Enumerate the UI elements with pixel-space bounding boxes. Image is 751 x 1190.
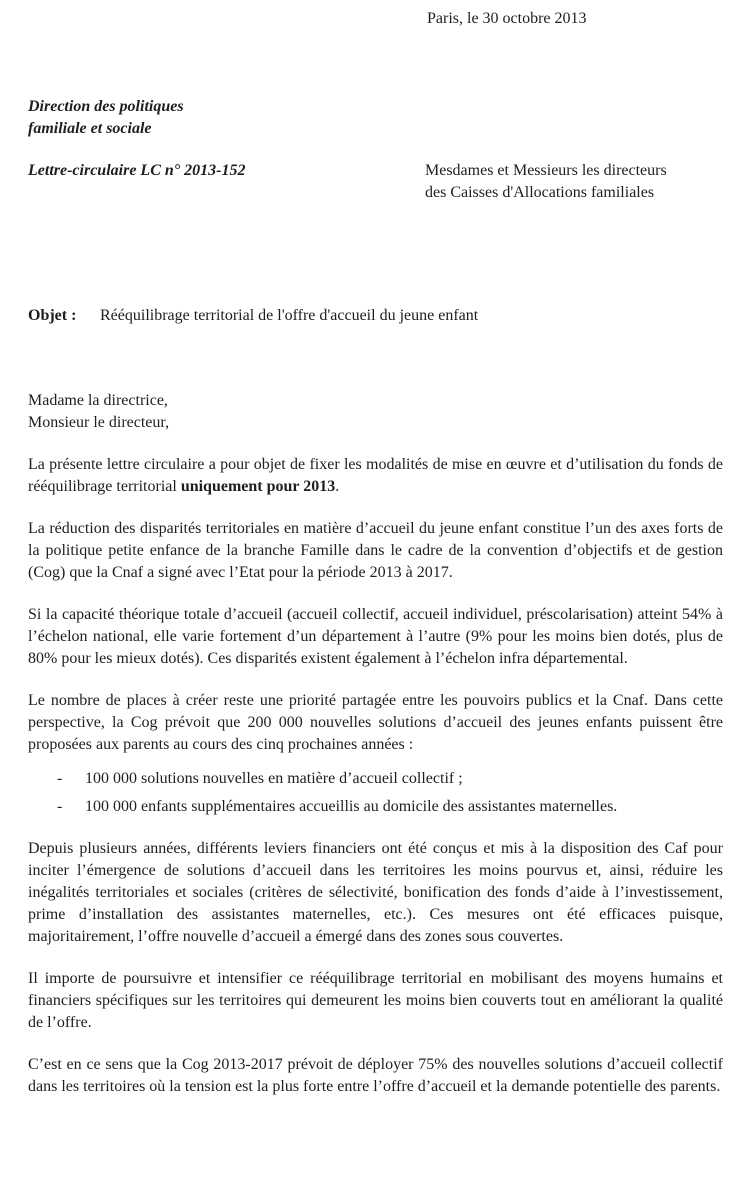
paragraph-1	[28, 454, 723, 498]
bullet-dash: -	[57, 770, 63, 787]
sender-line-1: Direction des politiques	[28, 98, 184, 115]
salutation-block	[28, 390, 723, 434]
reference-number: Lettre-circulaire LC n° 2013-152	[28, 162, 246, 179]
bullet-text: 100 000 enfants supplémentaires accueillis au domicile des assistantes maternelles.	[85, 798, 618, 815]
sender-block	[28, 96, 723, 140]
subject-text: Rééquilibrage territorial de l'offre d'accueil du jeune enfant	[100, 307, 479, 324]
reference-recipient-row	[28, 160, 723, 204]
paragraph-1-post: .	[335, 478, 340, 495]
paragraph-1-pre: La présente lettre circulaire a pour objet de fixer les modalités de mise en œuvre et d’utilisation du fonds de rééquilibrage territorial	[28, 456, 723, 495]
bullet-list	[28, 768, 723, 818]
recipient-line-2: des Caisses d'Allocations familiales	[425, 184, 655, 201]
salutation-line-1: Madame la directrice,	[28, 392, 168, 409]
bullet-item	[28, 796, 723, 818]
paragraph-3: Si la capacité théorique totale d’accueil (accueil collectif, accueil individuel, préscolarisation) atteint 54% à l’échelon national, elle varie fortement d’un département à l’autre (9% pour les moins bien dotés, plus de 80% pour les mieux dotés). Ces disparités existent également à l’échelon infra départemental.	[28, 606, 723, 667]
bullet-item	[28, 768, 723, 790]
bullet-dash: -	[57, 798, 63, 815]
paragraph-2: La réduction des disparités territoriales en matière d’accueil du jeune enfant constitue l’un des axes forts de la politique petite enfance de la branche Famille dans le cadre de la convention d’objectifs et de gestion (Cog) que la Cnaf a signé avec l’Etat pour la période 2013 à 2017.	[28, 520, 723, 581]
salutation-line-2: Monsieur le directeur,	[28, 414, 170, 431]
recipient-line-1: Mesdames et Messieurs les directeurs	[425, 162, 667, 179]
paragraph-4: Le nombre de places à créer reste une priorité partagée entre les pouvoirs publics et la Cnaf. Dans cette perspective, la Cog prévoit que 200 000 nouvelles solutions d’accueil des jeunes enfants puissent être proposées aux parents au cours des cinq prochaines années :	[28, 692, 723, 753]
paragraph-6: Il importe de poursuivre et intensifier ce rééquilibrage territorial en mobilisant des moyens humains et financiers spécifiques sur les territoires qui demeurent les moins bien couverts tout en améliorant la qualité de l’offre.	[28, 970, 723, 1031]
paragraph-5: Depuis plusieurs années, différents leviers financiers ont été conçus et mis à la disposition des Caf pour inciter l’émergence de solutions d’accueil dans les territoires les moins pourvus et, ainsi, réduire les inégalités territoriales et sociales (critères de sélectivité, bonification des fonds d’aide à l’investissement, prime d’installation des assistantes maternelles, etc.). Ces mesures ont été efficaces puisque, majoritairement, l’offre nouvelle d’accueil a émergé dans des zones sous couvertes.	[28, 840, 723, 945]
sender-line-2: familiale et sociale	[28, 120, 152, 137]
subject-row	[28, 305, 723, 327]
date-line: Paris, le 30 octobre 2013	[427, 10, 587, 27]
letter-body	[28, 454, 723, 1098]
bullet-text: 100 000 solutions nouvelles en matière d’accueil collectif ;	[85, 770, 463, 787]
paragraph-1-bold: uniquement pour 2013	[180, 478, 336, 495]
subject-label: Objet :	[28, 307, 77, 324]
recipient-block	[425, 160, 723, 204]
paragraph-7: C’est en ce sens que la Cog 2013-2017 prévoit de déployer 75% des nouvelles solutions d’accueil collectif dans les territoires où la tension est la plus forte entre l’offre d’accueil et la demande potentielle des parents.	[28, 1056, 723, 1095]
